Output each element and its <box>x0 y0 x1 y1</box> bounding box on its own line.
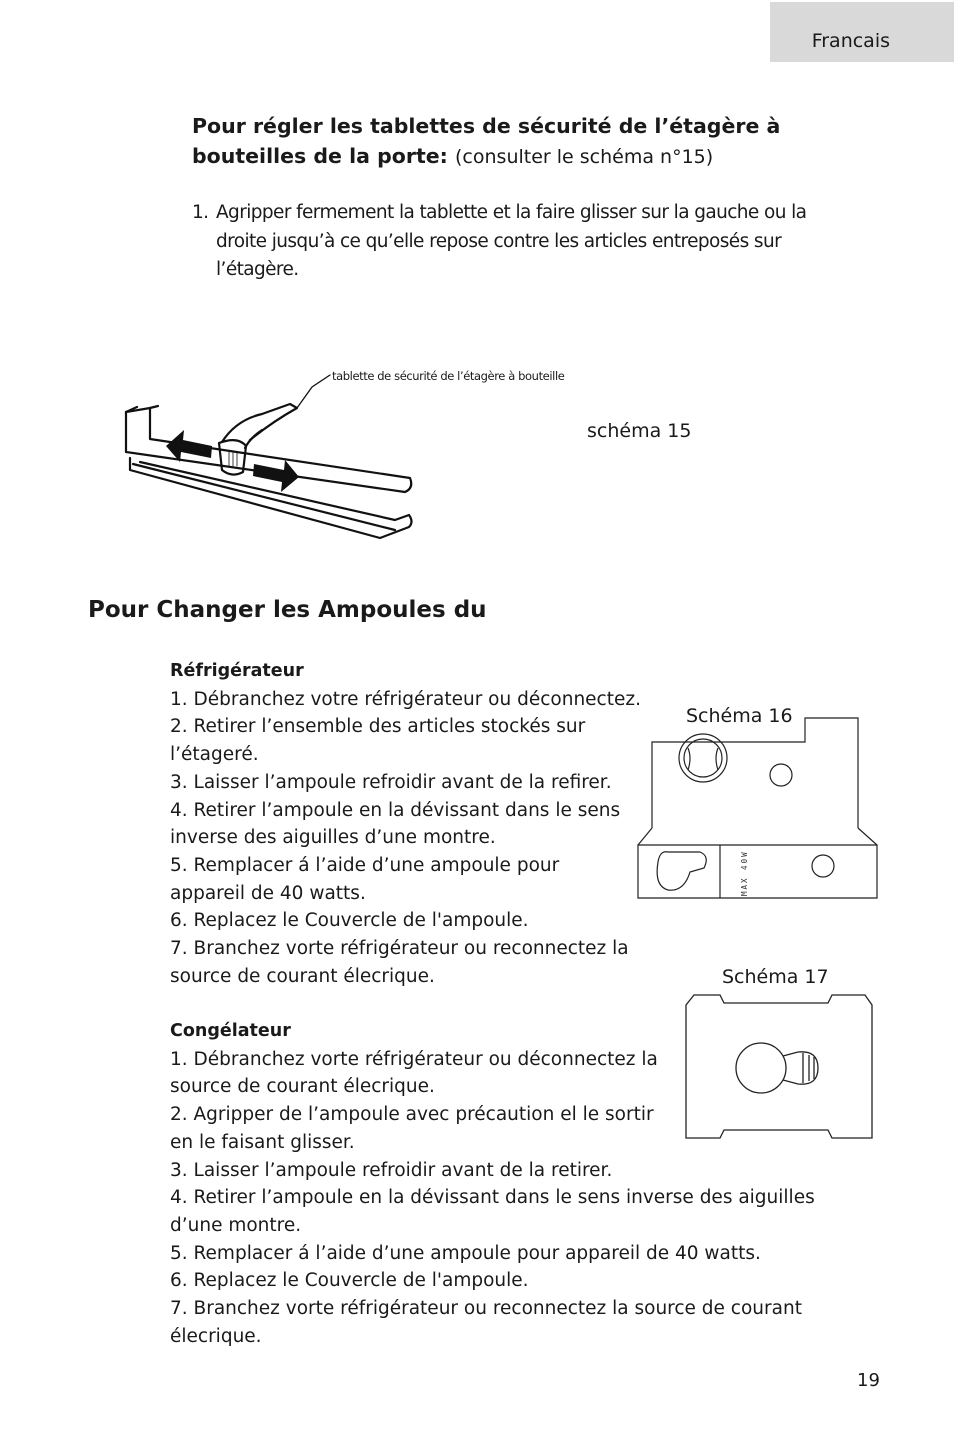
list-item: 2. Agripper de l’ampoule avec précaution el le sortir <box>170 1104 654 1126</box>
list-item: 7. Branchez vorte réfrigérateur ou reconnectez la source de courant <box>170 1298 802 1320</box>
page-number: 19 <box>857 1370 880 1391</box>
list-item: source de courant élecrique. <box>170 965 435 987</box>
list-item: 6. Replacez le Couvercle de l'ampoule. <box>170 1270 529 1292</box>
list-item: inverse des aiguilles d’une montre. <box>170 827 496 849</box>
fridge-subheading: Réfrigérateur <box>170 661 304 681</box>
figure15-caption: schéma 15 <box>587 420 692 442</box>
shelf-title-bold: Pour régler les tablettes de sécurité de l’étagère à bouteilles de la porte: <box>192 114 781 168</box>
list-item: 5. Remplacer á l’aide d’une ampoule pour appareil de 40 watts. <box>170 1242 761 1264</box>
list-item: d’une montre. <box>170 1214 302 1236</box>
list-item: 1. Débranchez vorte réfrigérateur ou déconnectez la <box>170 1048 658 1070</box>
list-item: 2. Retirer l’ensemble des articles stockés sur <box>170 716 586 738</box>
language-tab-label: Francais <box>811 30 890 52</box>
list-item: 1. Débranchez votre réfrigérateur ou déconnectez. <box>170 688 641 710</box>
freezer-subheading: Congélateur <box>170 1021 291 1041</box>
list-item: élecrique. <box>170 1325 262 1347</box>
shelf-title-reference: (consulter le schéma n°15) <box>455 146 714 168</box>
list-item: 3. Laisser l’ampoule refroidir avant de la refirer. <box>170 771 612 793</box>
step-text: Agripper fermement la tablette et la faire glisser sur la gauche ou la droite jusqu’à ce qu’elle repose contre les articles entreposés sur l’étagère. <box>216 202 807 280</box>
figure16-caption: Schéma 16 <box>686 705 793 727</box>
list-item: source de courant élecrique. <box>170 1076 435 1098</box>
list-item: 7. Branchez vorte réfrigérateur ou reconnectez la <box>170 938 629 960</box>
max-wattage-label: MAX 40W <box>740 850 749 896</box>
list-item: 4. Retirer l’ampoule en la dévissant dans le sens inverse des aiguilles <box>170 1187 815 1209</box>
list-item: 5. Remplacer á l’aide d’une ampoule pour <box>170 854 560 876</box>
list-item: 6. Replacez le Couvercle de l'ampoule. <box>170 910 529 932</box>
figure17-caption: Schéma 17 <box>722 966 829 988</box>
list-item: 3. Laisser l’ampoule refroidir avant de la retirer. <box>170 1159 613 1181</box>
figure15-part-label: tablette de sécurité de l’étagère à bouteille <box>332 369 565 383</box>
bulbs-section-heading: Pour Changer les Ampoules du <box>88 597 487 623</box>
list-item: appareil de 40 watts. <box>170 882 366 904</box>
list-item: en le faisant glisser. <box>170 1131 355 1153</box>
list-item: 4. Retirer l’ampoule en la dévissant dans le sens <box>170 799 621 821</box>
step-number: 1. <box>192 202 209 223</box>
list-item: l’étageré. <box>170 744 259 766</box>
